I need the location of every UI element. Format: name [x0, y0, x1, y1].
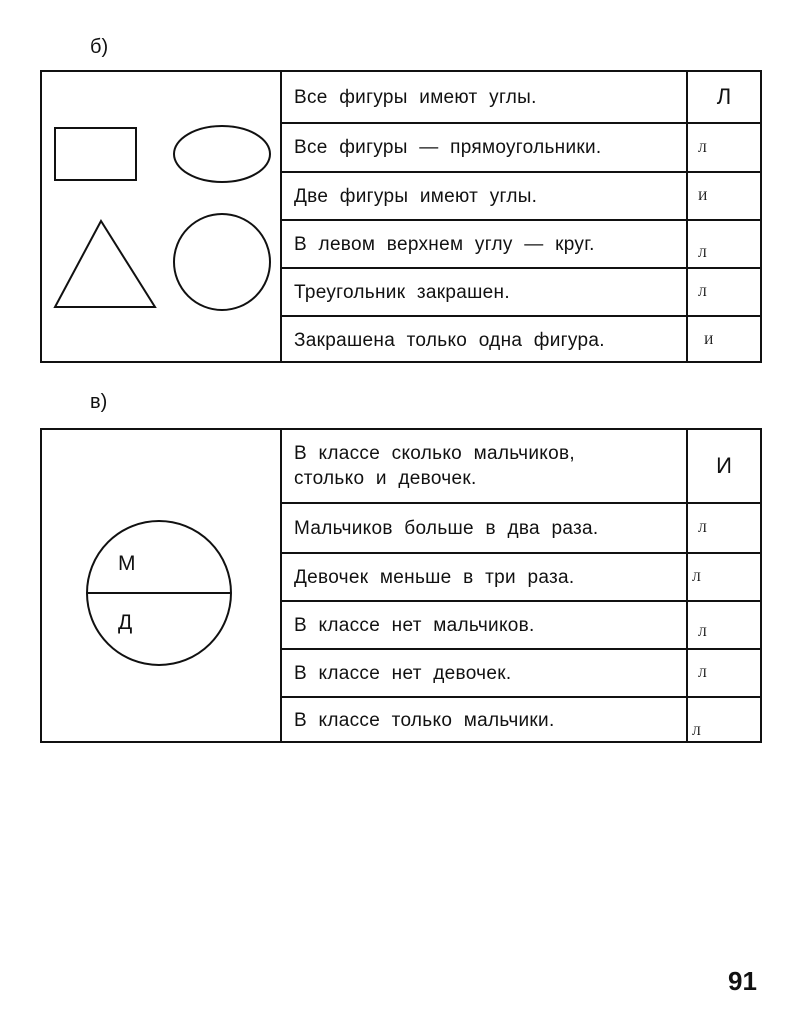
boys-label: М	[118, 552, 136, 575]
statement: В классе нет девочек.	[294, 662, 512, 684]
answer: И	[686, 430, 760, 502]
answer: Л	[686, 698, 760, 743]
page-number: 91	[728, 966, 757, 996]
ellipse-shape	[174, 126, 270, 182]
answer: Л	[686, 650, 760, 696]
rectangle-shape	[55, 128, 136, 180]
answer: Л	[686, 124, 760, 171]
table-row	[280, 267, 760, 315]
table-row	[280, 122, 760, 171]
diagram-cell	[42, 430, 282, 741]
answer: Л	[686, 504, 760, 552]
circle-shape	[174, 214, 270, 310]
answer: И	[686, 317, 760, 363]
table-row	[280, 600, 760, 648]
section-b-label: б)	[90, 36, 109, 58]
statement: Все фигуры — прямоугольники.	[294, 137, 602, 158]
statement: В левом верхнем углу — круг.	[294, 233, 595, 255]
triangle-shape	[55, 221, 155, 307]
statement: Девочек меньше в три раза.	[294, 566, 575, 588]
table-row	[280, 648, 760, 696]
statement: В классе только мальчики.	[294, 710, 555, 731]
statement: В классе нет мальчиков.	[294, 614, 535, 636]
table-row	[280, 315, 760, 363]
table-row	[280, 171, 760, 219]
statement: В классе сколько мальчиков, столько и девочек.	[294, 443, 575, 489]
statement: Закрашена только одна фигура.	[294, 329, 605, 351]
shapes-figure	[42, 72, 280, 362]
table-row	[280, 72, 760, 122]
statement: Все фигуры имеют углы.	[294, 86, 537, 108]
table-row	[280, 219, 760, 267]
table-row	[280, 696, 760, 743]
statement: Две фигуры имеют углы.	[294, 185, 538, 207]
table-row	[280, 502, 760, 552]
answer: И	[686, 173, 760, 219]
statement: Мальчиков больше в два раза.	[294, 517, 599, 539]
answer: Л	[686, 72, 760, 122]
answer: Л	[686, 554, 760, 600]
table-row	[280, 430, 760, 502]
statement: Треугольник закрашен.	[294, 281, 510, 303]
section-v-label: в)	[90, 391, 108, 413]
girls-label: Д	[118, 611, 133, 634]
table-v	[40, 428, 762, 743]
table-b	[40, 70, 762, 363]
answer: Л	[686, 269, 760, 315]
class-circle-diagram	[42, 430, 280, 742]
answer: Л	[686, 221, 760, 267]
answer: Л	[686, 602, 760, 648]
shapes-cell	[42, 72, 282, 361]
table-row	[280, 552, 760, 600]
